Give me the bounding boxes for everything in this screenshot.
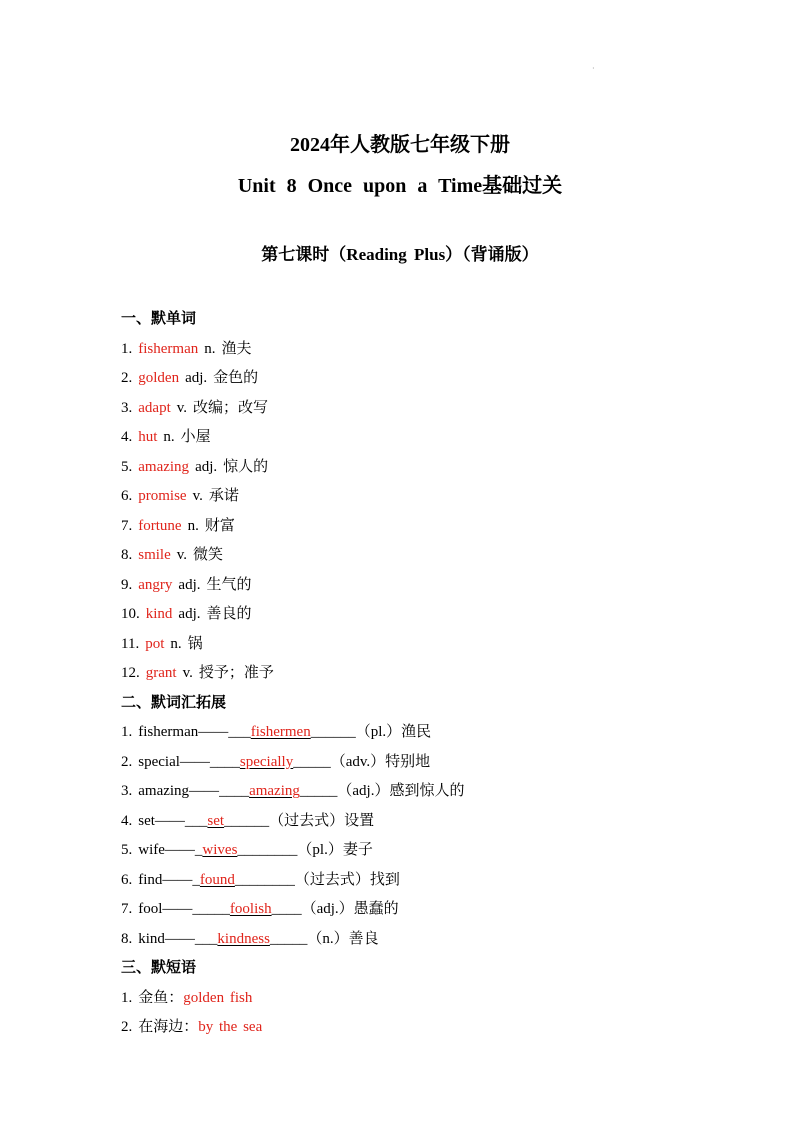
- item-number: 1.: [121, 340, 133, 357]
- answer-word: kindness: [217, 930, 270, 947]
- item-number: 4.: [121, 429, 133, 445]
- item-number: 6.: [121, 488, 133, 504]
- item-number: 2.: [121, 753, 133, 770]
- document-title: 2024年人教版七年级下册: [290, 134, 510, 156]
- word-expansion-list: [121, 718, 741, 954]
- answer-word: golden: [138, 370, 180, 386]
- expansion-item: [121, 777, 741, 807]
- part-of-speech: adj.: [178, 606, 201, 622]
- part-of-speech: adj.: [185, 370, 208, 386]
- answer-word: specially: [239, 753, 294, 770]
- base-word: special——: [138, 753, 210, 770]
- item-number: 5.: [121, 842, 133, 858]
- meaning: 授予；准予: [198, 665, 274, 681]
- blank-before: ____: [219, 783, 250, 799]
- answer-word: adapt: [138, 399, 171, 416]
- part-of-speech: adj.: [178, 576, 201, 593]
- vocab-item: [121, 364, 741, 394]
- vocab-item: [121, 541, 741, 571]
- phrase-item: [121, 1013, 741, 1043]
- vocab-item: [121, 335, 741, 365]
- item-number: 11.: [121, 635, 140, 652]
- blank-after: ______: [224, 812, 270, 829]
- meaning: 改编；改写: [193, 399, 269, 416]
- word-note: （adv.）特别地: [330, 753, 431, 770]
- item-number: 9.: [121, 576, 133, 593]
- answer-phrase: golden fish: [183, 989, 253, 1006]
- word-note: （过去式）找到: [294, 871, 400, 888]
- base-word: wife——: [138, 842, 195, 858]
- base-word: find——: [138, 871, 193, 888]
- base-word: amazing——: [138, 783, 220, 799]
- item-number: 1.: [121, 989, 133, 1006]
- blank-before: ___: [228, 724, 251, 740]
- expansion-item: [121, 748, 741, 778]
- word-note: （pl.）渔民: [355, 724, 432, 740]
- base-word: fisherman——: [138, 724, 229, 740]
- blank-after: ________: [234, 871, 295, 888]
- answer-word: hut: [138, 429, 158, 445]
- vocab-item: [121, 423, 741, 453]
- meaning: 善良的: [206, 606, 252, 622]
- blank-before: _____: [192, 901, 230, 917]
- word-note: （adj.）感到惊人的: [337, 783, 465, 799]
- expansion-item: [121, 925, 741, 955]
- phrase-list: [121, 984, 741, 1043]
- word-note: （n.）善良: [307, 930, 379, 947]
- lesson-title: 第七课时（Reading Plus）（背诵版）: [261, 245, 539, 264]
- vocab-item: [121, 571, 741, 601]
- word-note: （pl.）妻子: [297, 842, 373, 858]
- item-number: 12.: [121, 665, 140, 681]
- item-number: 4.: [121, 812, 133, 829]
- meaning: 承诺: [208, 488, 239, 504]
- blank-before: _: [194, 842, 203, 858]
- answer-phrase: by the sea: [198, 1019, 263, 1035]
- expansion-item: [121, 836, 741, 866]
- item-number: 2.: [121, 1019, 133, 1035]
- expansion-item: [121, 866, 741, 896]
- item-number: 8.: [121, 930, 133, 947]
- blank-before: _: [192, 871, 200, 888]
- part-of-speech: n.: [187, 517, 199, 534]
- answer-word: promise: [138, 488, 187, 504]
- answer-word: found: [199, 871, 235, 888]
- unit-title: Unit 8 Once upon a Time基础过关: [237, 175, 563, 197]
- chinese-prompt: 金鱼：: [138, 989, 184, 1006]
- answer-word: foolish: [229, 901, 272, 917]
- answer-word: grant: [145, 665, 177, 681]
- answer-word: fortune: [138, 517, 182, 534]
- expansion-item: [121, 718, 741, 748]
- part-of-speech: adj.: [195, 458, 218, 475]
- item-number: 6.: [121, 871, 133, 888]
- item-number: 2.: [121, 370, 133, 386]
- vocab-item: [121, 630, 741, 660]
- blank-after: ______: [310, 724, 356, 740]
- answer-word: set: [207, 812, 225, 829]
- blank-before: ___: [184, 812, 208, 829]
- vocab-item: [121, 394, 741, 424]
- blank-before: ___: [194, 930, 218, 947]
- chinese-prompt: 在海边：: [138, 1019, 199, 1035]
- meaning: 生气的: [206, 576, 252, 593]
- phrase-item: [121, 984, 741, 1014]
- item-number: 5.: [121, 458, 133, 475]
- part-of-speech: n.: [170, 635, 182, 652]
- part-of-speech: v.: [176, 399, 188, 416]
- meaning: 锅: [187, 635, 203, 652]
- section-heading-words: 一、默单词: [121, 311, 197, 327]
- meaning: 微笑: [193, 547, 224, 563]
- item-number: 8.: [121, 547, 133, 563]
- item-number: 10.: [121, 606, 140, 622]
- vocab-item: [121, 512, 741, 542]
- meaning: 金色的: [213, 370, 259, 386]
- answer-word: pot: [145, 635, 165, 652]
- answer-word: amazing: [138, 458, 190, 475]
- answer-word: smile: [138, 547, 171, 563]
- expansion-item: [121, 895, 741, 925]
- blank-after: _____: [293, 753, 331, 770]
- part-of-speech: v.: [176, 547, 188, 563]
- corner-mark: ·: [592, 64, 595, 73]
- item-number: 1.: [121, 724, 133, 740]
- meaning: 财富: [204, 517, 235, 534]
- section-heading-phrases: 三、默短语: [121, 960, 197, 976]
- worksheet-content: [121, 305, 741, 1043]
- blank-before: ____: [209, 753, 240, 770]
- blank-after: ________: [237, 842, 298, 858]
- part-of-speech: n.: [163, 429, 175, 445]
- answer-word: angry: [138, 576, 173, 593]
- base-word: set——: [138, 812, 185, 829]
- blank-after: ____: [271, 901, 302, 917]
- vocab-item: [121, 482, 741, 512]
- blank-after: _____: [299, 783, 338, 799]
- item-number: 7.: [121, 901, 133, 917]
- base-word: fool——: [138, 901, 193, 917]
- part-of-speech: v.: [192, 488, 203, 504]
- section-heading-word-expansion: 二、默词汇拓展: [121, 694, 227, 711]
- part-of-speech: v.: [182, 665, 193, 681]
- meaning: 惊人的: [223, 458, 269, 475]
- expansion-item: [121, 807, 741, 837]
- part-of-speech: n.: [204, 340, 216, 357]
- vocab-item: [121, 659, 741, 689]
- item-number: 3.: [121, 399, 133, 416]
- item-number: 7.: [121, 517, 133, 534]
- vocab-item: [121, 453, 741, 483]
- vocab-item: [121, 600, 741, 630]
- base-word: kind——: [138, 930, 195, 947]
- answer-word: fishermen: [250, 724, 311, 740]
- word-note: （adj.）愚蠢的: [301, 901, 399, 917]
- answer-word: wives: [202, 842, 238, 858]
- meaning: 渔夫: [221, 340, 252, 357]
- answer-word: amazing: [249, 783, 300, 799]
- meaning: 小屋: [180, 429, 211, 445]
- word-note: （过去式）设置: [269, 812, 375, 829]
- answer-word: fisherman: [138, 340, 199, 357]
- answer-word: kind: [145, 606, 173, 622]
- blank-after: _____: [269, 930, 308, 947]
- word-list: [121, 335, 741, 689]
- item-number: 3.: [121, 783, 133, 799]
